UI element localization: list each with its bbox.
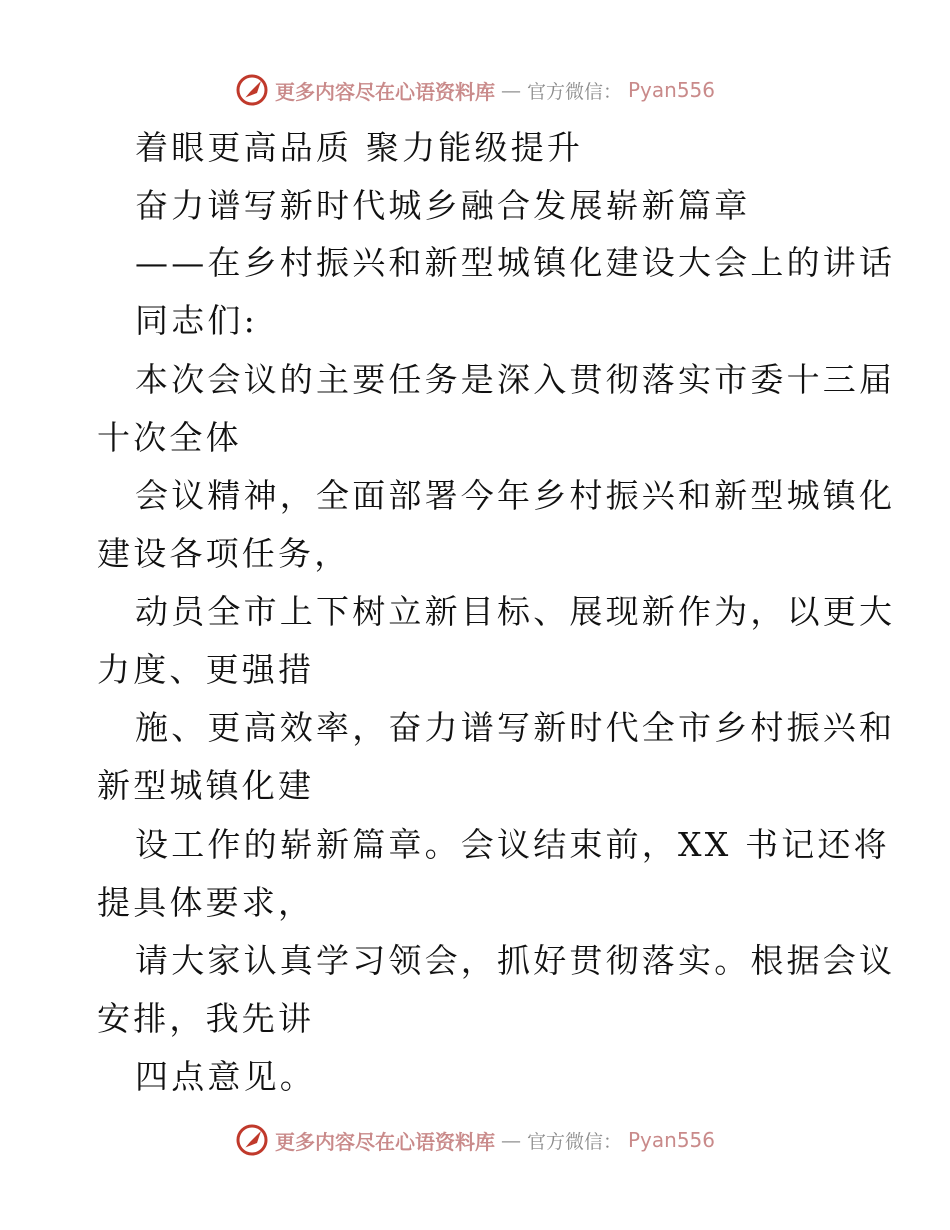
watermark-label: 官方微信： bbox=[526, 80, 622, 103]
salutation: 同志们: bbox=[135, 301, 258, 340]
watermark-brand: 更多内容尽在心语资料库 bbox=[274, 1129, 495, 1154]
header-watermark bbox=[0, 70, 950, 110]
paragraph-line: 提具体要求， bbox=[97, 883, 315, 922]
watermark-separator: — bbox=[500, 1128, 521, 1152]
paragraph-line: 建设各项任务， bbox=[97, 534, 351, 573]
paragraph-line: 施、更高效率，奋力谱写新时代全市乡村振兴和 bbox=[135, 708, 896, 747]
watermark-separator: — bbox=[500, 78, 521, 102]
subtitle-line: ——在乡村振兴和新型城镇化建设大会上的讲话 bbox=[135, 243, 896, 282]
paragraph-line: 动员全市上下树立新目标、展现新作为，以更大 bbox=[135, 592, 896, 631]
quill-logo-icon bbox=[235, 1123, 269, 1157]
paragraph-line: 请大家认真学习领会，抓好贯彻落实。根据会议 bbox=[135, 941, 896, 980]
watermark-label: 官方微信： bbox=[526, 1130, 622, 1153]
title-line-2: 奋力谱写新时代城乡融合发展崭新篇章 bbox=[135, 186, 751, 225]
paragraph-line: 四点意见。 bbox=[135, 1057, 316, 1096]
watermark-account: Pyan556 bbox=[628, 78, 716, 102]
paragraph-line: 新型城镇化建 bbox=[97, 766, 315, 805]
paragraph-line: 设工作的崭新篇章。会议结束前，XX 书记还将 bbox=[135, 825, 890, 864]
paragraph-line: 本次会议的主要任务是深入贯彻落实市委十三届 bbox=[135, 360, 896, 399]
watermark-account: Pyan556 bbox=[628, 1128, 716, 1152]
quill-logo-icon bbox=[235, 73, 269, 107]
paragraph-line: 安排，我先讲 bbox=[97, 999, 315, 1038]
paragraph-line: 会议精神，全面部署今年乡村振兴和新型城镇化 bbox=[135, 476, 896, 515]
watermark-brand: 更多内容尽在心语资料库 bbox=[274, 79, 495, 104]
paragraph-line: 力度、更强措 bbox=[97, 650, 315, 689]
paragraph-line: 十次全体 bbox=[97, 418, 242, 457]
footer-watermark bbox=[0, 1120, 950, 1160]
title-line-1: 着眼更高品质 聚力能级提升 bbox=[135, 128, 584, 167]
watermark-group bbox=[235, 73, 715, 107]
watermark-group bbox=[235, 1123, 715, 1157]
